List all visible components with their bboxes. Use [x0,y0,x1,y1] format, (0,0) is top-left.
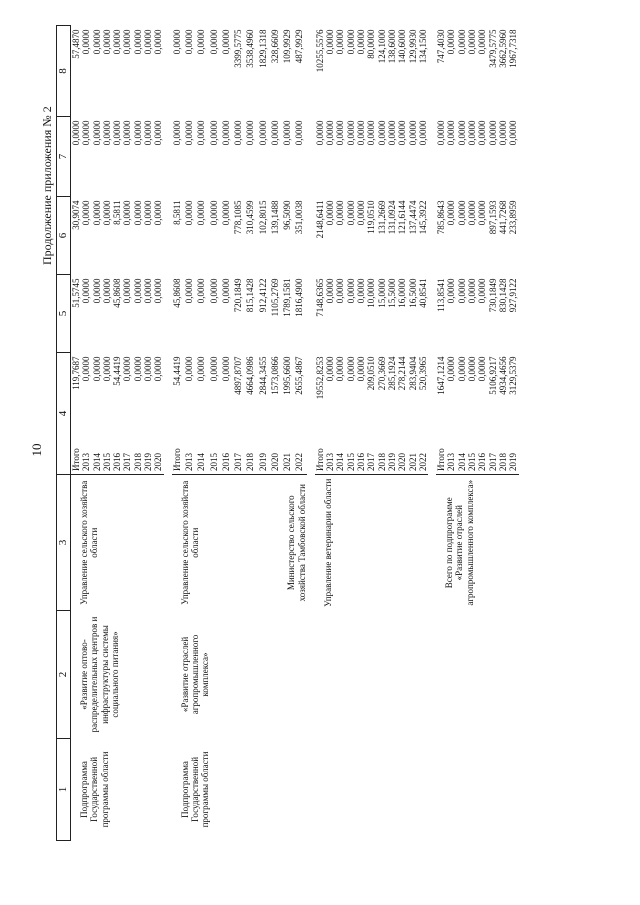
table-row [436,26,446,841]
value-total: 209,0510 [366,356,377,391]
value-local: 0,0000 [196,120,207,146]
value-local: 0,0000 [386,120,397,146]
executor-cell [436,475,518,611]
year-cell: 2020 [270,441,282,475]
value-local: 0,0000 [376,120,387,146]
value-total: 0,0000 [477,356,488,382]
value-local: 0,0000 [345,120,356,146]
value-federal: 0,0000 [81,278,92,304]
value-total: 0,0000 [132,356,143,382]
value-local: 0,0000 [407,120,418,146]
value-regional: 145,3922 [417,200,428,235]
value-other: 0,0000 [220,29,231,55]
year-cell: 2014 [196,441,208,475]
value-total: 0,0000 [356,356,367,382]
subprogram-name-cell: «Развитие отраслей агропромышленного комплекса» [179,634,211,715]
year-cell: Итого [436,441,446,475]
value-federal: 7148,6365 [314,278,325,317]
header-col-2: 2 [57,611,71,739]
value-total: 1995,6600 [282,356,293,395]
budget-table [56,25,519,841]
header-col-6: 6 [57,197,71,275]
value-total: 0,0000 [143,356,154,382]
year-cell: 2017 [122,441,132,475]
year-cell: 2019 [508,441,518,475]
executor-name: Управление сельского хозяйства области [179,480,200,605]
value-other: 747,4030 [436,29,447,64]
value-local: 0,0000 [153,120,164,146]
value-regional: 8,5811 [112,200,123,225]
value-other: 0,0000 [477,29,488,55]
value-local: 0,0000 [436,120,447,146]
year-cell: 2013 [184,441,196,475]
value-total: 4664,0986 [245,356,256,395]
year-cell: 2020 [397,441,407,475]
value-total: 0,0000 [183,356,194,382]
value-regional: 0,0000 [132,200,143,226]
value-local: 0,0000 [335,120,346,146]
executor-cell [71,475,164,611]
value-total: 1647,1214 [436,356,447,395]
value-total: 283,9404 [407,356,418,391]
header-col-1: 1 [57,739,71,841]
value-local: 0,0000 [282,120,293,146]
year-cell: 2022 [418,441,428,475]
value-federal: 0,0000 [91,278,102,304]
value-local: 0,0000 [143,120,154,146]
value-federal: 15,5000 [386,278,397,308]
value-regional: 0,0000 [477,200,488,226]
value-regional: 137,4474 [407,200,418,235]
value-local: 0,0000 [325,120,336,146]
year-cell: 2014 [457,441,467,475]
value-federal: 0,0000 [345,278,356,304]
value-other: 0,0000 [356,29,367,55]
value-other: 0,0000 [208,29,219,55]
value-other: 3662,5960 [497,29,508,68]
value-federal: 730,1849 [487,278,498,313]
value-regional: 897,1593 [487,200,498,235]
value-other: 0,0000 [456,29,467,55]
value-total: 0,0000 [325,356,336,382]
value-federal: 1105,2769 [269,278,280,317]
value-local: 0,0000 [446,120,457,146]
value-federal: 0,0000 [183,278,194,304]
value-other: 0,0000 [122,29,133,55]
value-regional: 0,0000 [467,200,478,226]
value-total: 119,7687 [71,356,81,390]
value-regional: 139,1488 [269,200,280,235]
header-col-4: 4 [57,353,71,475]
value-local: 0,0000 [314,120,325,146]
year-cell: 2022 [294,441,306,475]
value-other: 0,0000 [467,29,478,55]
value-other: 0,0000 [132,29,143,55]
value-regional: 310,4599 [245,200,256,235]
value-local: 0,0000 [91,120,102,146]
value-total: 4897,8707 [233,356,244,395]
value-regional: 785,8643 [436,200,447,235]
value-local: 0,0000 [112,120,123,146]
year-cell: 2013 [81,441,91,475]
year-cell: 2015 [102,441,112,475]
subprogram-type-cell: Подпрограмма Государственной программы области [179,751,211,828]
value-other: 0,0000 [183,29,194,55]
executor-cell [315,475,428,611]
value-other: 138,6000 [386,29,397,64]
value-federal: 927,9122 [508,278,519,313]
value-other: 0,0000 [143,29,154,55]
value-regional: 0,0000 [356,200,367,226]
value-total: 0,0000 [208,356,219,382]
value-federal: 10,0000 [366,278,377,308]
value-total: 285,1924 [386,356,397,391]
year-cell: 2013 [325,441,335,475]
value-regional: 102,8015 [257,200,268,235]
value-federal: 720,1849 [233,278,244,313]
value-regional: 778,1085 [233,200,244,235]
year-cell: 2016 [112,441,122,475]
value-regional: 131,2669 [376,200,387,235]
value-local: 0,0000 [257,120,268,146]
value-local: 0,0000 [269,120,280,146]
table-row [172,26,184,841]
value-federal: 0,0000 [335,278,346,304]
year-cell: 2020 [153,441,163,475]
value-other: 129,9930 [407,29,418,64]
value-local: 0,0000 [497,120,508,146]
value-total: 0,0000 [220,356,231,382]
year-cell: 2017 [488,441,498,475]
value-federal: 912,4122 [257,278,268,313]
value-regional: 0,0000 [345,200,356,226]
executor-name: Всего по подпрограмме «Развитие отраслей агропромышленного комплекса» [444,479,475,606]
executor-name: Управление сельского хозяйства области [79,480,100,605]
value-other: 124,1000 [376,29,387,64]
executor-name-secondary: Министерство сельского хозяйства Тамбовской области [286,484,307,602]
value-other: 0,0000 [335,29,346,55]
year-cell: 2015 [209,441,221,475]
year-cell: 2014 [92,441,102,475]
value-regional: 0,0000 [143,200,154,226]
year-cell: 2017 [233,441,245,475]
subprogram-type-cell: Подпрограмма Государственной программы области [79,751,110,828]
value-total: 0,0000 [122,356,133,382]
value-federal: 15,0000 [376,278,387,308]
value-federal: 0,0000 [196,278,207,304]
value-federal: 0,0000 [132,278,143,304]
value-total: 0,0000 [101,356,112,382]
year-cell: 2019 [258,441,270,475]
value-local: 0,0000 [101,120,112,146]
value-local: 0,0000 [508,120,519,146]
value-other: 0,0000 [153,29,164,55]
value-other: 0,0000 [91,29,102,55]
year-cell: 2014 [335,441,345,475]
value-other: 3538,4960 [245,29,256,68]
value-total: 5106,9217 [487,356,498,395]
year-cell: Итого [172,441,184,475]
header-col-7: 7 [57,117,71,197]
value-federal: 1816,4900 [294,278,305,317]
value-federal: 45,8608 [171,278,182,308]
year-cell: 2016 [477,441,487,475]
value-other: 109,9929 [282,29,293,64]
value-regional: 0,0000 [91,200,102,226]
value-local: 0,0000 [208,120,219,146]
year-cell: 2019 [143,441,153,475]
value-regional: 0,0000 [153,200,164,226]
value-federal: 0,0000 [456,278,467,304]
value-federal: 0,0000 [122,278,133,304]
value-regional: 0,0000 [208,200,219,226]
value-other: 0,0000 [171,29,182,55]
value-total: 3129,5379 [508,356,519,395]
value-total: 54,4419 [171,356,182,386]
value-other: 0,0000 [345,29,356,55]
year-cell: 2016 [356,441,366,475]
value-other: 487,9929 [294,29,305,64]
value-local: 0,0000 [81,120,92,146]
value-other: 3399,5775 [233,29,244,68]
table-row [71,26,82,841]
value-local: 0,0000 [356,120,367,146]
value-total: 1573,0866 [269,356,280,395]
year-cell: 2018 [498,441,508,475]
value-regional: 2148,6411 [314,200,325,239]
year-cell: Итого [315,441,325,475]
subprogram-name-cell: «Развитие оптово-распределительных центров и инфраструктуры системы социального питания» [79,616,120,733]
value-regional: 0,0000 [335,200,346,226]
value-total: 4934,4656 [497,356,508,395]
value-other: 0,0000 [325,29,336,55]
value-local: 0,0000 [132,120,143,146]
value-other: 1829,1318 [257,29,268,68]
value-regional: 131,0924 [386,200,397,235]
value-total: 270,3669 [376,356,387,391]
value-federal: 830,1428 [497,278,508,313]
value-other: 140,6000 [397,29,408,64]
value-regional: 30,9074 [71,200,81,230]
value-total: 0,0000 [335,356,346,382]
value-total: 2844,3455 [257,356,268,395]
year-cell: 2021 [408,441,418,475]
value-local: 0,0000 [245,120,256,146]
value-local: 0,0000 [171,120,182,146]
value-federal: 0,0000 [220,278,231,304]
executor-cell [172,475,307,611]
page-number: 10 [29,443,44,457]
value-regional: 0,0000 [325,200,336,226]
value-local: 0,0000 [71,120,81,146]
value-regional: 0,0000 [81,200,92,226]
value-total: 0,0000 [153,356,164,382]
value-federal: 0,0000 [446,278,457,304]
value-total: 2655,4867 [294,356,305,395]
value-total: 54,4419 [112,356,123,386]
value-other: 0,0000 [196,29,207,55]
header-col-3: 3 [57,475,71,611]
executor-name: Управление ветеринарии области [322,478,333,607]
value-total: 520,3965 [417,356,428,391]
value-federal: 0,0000 [101,278,112,304]
value-local: 0,0000 [183,120,194,146]
year-cell: 2018 [377,441,387,475]
value-total: 19552,8253 [314,356,325,400]
value-other: 3479,5775 [487,29,498,68]
value-federal: 1789,1581 [282,278,293,317]
value-federal: 0,0000 [153,278,164,304]
value-federal: 0,0000 [477,278,488,304]
value-regional: 0,0000 [196,200,207,226]
year-cell: 2018 [245,441,257,475]
value-local: 0,0000 [487,120,498,146]
value-local: 0,0000 [122,120,133,146]
value-total: 0,0000 [196,356,207,382]
value-other: 0,0000 [101,29,112,55]
value-federal: 0,0000 [325,278,336,304]
year-cell: 2021 [282,441,294,475]
value-regional: 233,8959 [508,200,519,235]
year-cell: 2019 [387,441,397,475]
year-cell: 2016 [221,441,233,475]
value-total: 0,0000 [456,356,467,382]
value-other: 1967,7318 [508,29,519,68]
value-total: 0,0000 [345,356,356,382]
value-federal: 0,0000 [356,278,367,304]
year-cell: Итого [71,441,82,475]
value-regional: 0,0000 [446,200,457,226]
value-federal: 0,0000 [208,278,219,304]
value-regional: 0,0000 [183,200,194,226]
year-cell: 2017 [366,441,376,475]
value-federal: 0,0000 [467,278,478,304]
year-cell: 2015 [467,441,477,475]
value-regional: 0,0000 [220,200,231,226]
value-regional: 121,6144 [397,200,408,235]
year-cell: 2015 [346,441,356,475]
value-local: 0,0000 [456,120,467,146]
value-local: 0,0000 [467,120,478,146]
value-regional: 0,0000 [101,200,112,226]
value-regional: 441,7268 [497,200,508,235]
value-federal: 40,8541 [417,278,428,308]
value-other: 10255,5576 [314,29,325,73]
header-col-8: 8 [57,26,71,117]
value-regional: 0,0000 [122,200,133,226]
value-other: 328,6609 [269,29,280,64]
value-other: 0,0000 [81,29,92,55]
value-federal: 16,5000 [407,278,418,308]
value-total: 0,0000 [467,356,478,382]
value-federal: 0,0000 [143,278,154,304]
value-local: 0,0000 [220,120,231,146]
value-federal: 815,1428 [245,278,256,313]
value-total: 0,0000 [446,356,457,382]
value-total: 278,2144 [397,356,408,391]
value-regional: 351,0038 [294,200,305,235]
header-col-5: 5 [57,275,71,353]
value-regional: 119,0510 [366,200,377,234]
value-local: 0,0000 [294,120,305,146]
value-other: 57,4870 [71,29,81,59]
header-row [57,26,71,841]
table-row [315,26,325,841]
value-local: 0,0000 [397,120,408,146]
value-local: 0,0000 [233,120,244,146]
value-federal: 16,0000 [397,278,408,308]
value-other: 0,0000 [112,29,123,55]
value-other: 80,0000 [366,29,377,59]
value-other: 134,1500 [417,29,428,64]
value-total: 0,0000 [91,356,102,382]
value-local: 0,0000 [417,120,428,146]
year-cell: 2013 [446,441,456,475]
value-regional: 8,5811 [171,200,182,225]
value-local: 0,0000 [366,120,377,146]
value-regional: 96,5090 [282,200,293,230]
value-other: 0,0000 [446,29,457,55]
value-federal: 45,8608 [112,278,123,308]
value-local: 0,0000 [477,120,488,146]
value-regional: 0,0000 [456,200,467,226]
value-federal: 51,5745 [71,278,81,308]
year-cell: 2018 [133,441,143,475]
value-federal: 113,8541 [436,278,447,312]
value-total: 0,0000 [81,356,92,382]
continuation-note: Продолжение приложения № 2 [40,106,54,265]
